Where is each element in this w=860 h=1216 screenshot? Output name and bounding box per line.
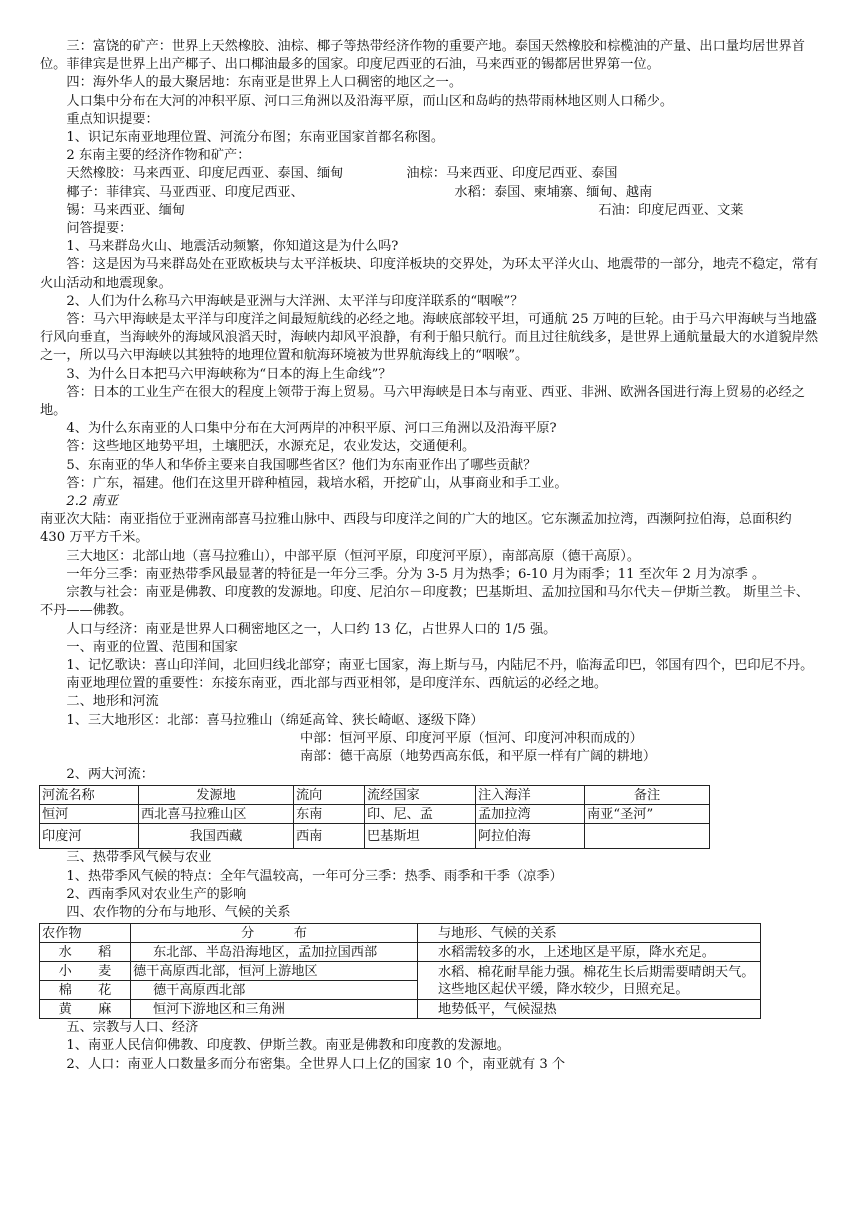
para-subcontinent: 南亚次大陆：南亚指位于亚洲南部喜马拉雅山脉中、西段与印度洋之间的广大的地区。它东濒孟加拉湾，西濒阿拉伯海，总面积约 430 万平方千米。	[40, 512, 792, 546]
table-cell: 印、尼、孟	[365, 805, 476, 824]
question-4: 4、为什么东南亚的人口集中分布在大河两岸的冲积平原、河口三角洲以及沿海平原?	[66, 421, 557, 437]
heading-terrain: 二、地形和河流	[66, 694, 159, 710]
crop-tin: 锡：马来西亚、缅甸	[66, 202, 186, 218]
para-three-regions: 三大地区：北部山地（喜马拉雅山），中部平原（恒河平原，印度河平原），南部高原（德干高原）。	[66, 548, 641, 564]
para-importance: 南亚地理位置的重要性：东接东南亚，西北部与西亚相邻，是印度洋东、西航运的必经之地。	[66, 676, 608, 692]
answer-5: 答：广东，福建。他们在这里开辟种植园，栽培水稻，开挖矿山，从事商业和手工业。	[66, 475, 568, 491]
table-row	[40, 1000, 761, 1019]
para-pop-economy: 人口与经济：南亚是世界人口稠密地区之一，人口约 13 亿，占世界人口的 1/5 强。	[66, 621, 557, 637]
para-population: 人口集中分布在大河的冲积平原、河口三角洲以及沿海平原，而山区和岛屿的热带雨林地区则人口稀少。	[66, 93, 674, 109]
table-header-row	[40, 924, 761, 943]
question-1: 1、马来群岛火山、地震活动频繁，你知道这是为什么吗?	[66, 239, 399, 255]
header-cell: 分 布	[131, 924, 418, 943]
climate-point-1: 1、热带季风气候的特点：全年气温较高，一年可分三季：热季、雨季和干季（凉季）	[66, 868, 563, 884]
heading-position: 一、南亚的位置、范围和国家	[66, 639, 238, 655]
table-cell: 黄 麻	[40, 1000, 131, 1019]
table-row	[40, 962, 761, 981]
table-cell: 恒河下游地区和三角洲	[131, 1000, 418, 1019]
table-cell: 棉 花	[40, 981, 131, 1000]
table-row	[40, 824, 710, 849]
table-cell: 阿拉伯海	[476, 824, 585, 849]
crop-coconut: 椰子：菲律宾、马亚西亚、印度尼西亚、	[66, 184, 304, 200]
crop-oilpalm: 油棕：马来西亚、印度尼西亚、泰国	[406, 166, 618, 182]
crop-rubber: 天然橡胶：马来西亚、印度尼西亚、泰国、缅甸	[66, 166, 344, 182]
table-cell: 小 麦	[40, 962, 131, 981]
heading-religion-pop: 五、宗教与人口、经济	[66, 1020, 199, 1036]
table-cell	[585, 824, 710, 849]
rivers-table	[39, 785, 710, 849]
header-cell: 注入海洋	[476, 786, 585, 805]
table-cell: 水稻、棉花耐旱能力强。棉花生长后期需要晴朗天气。这些地区起伏平缓，降水较少，日照充足。	[418, 962, 761, 1000]
table-cell: 我国西藏	[139, 824, 294, 849]
terrain-north: 1、三大地形区：北部：喜马拉雅山（绵延高耸、狭长崎岖、逐级下降）	[66, 712, 484, 728]
heading-qa: 问答提要：	[66, 221, 133, 237]
table-cell: 孟加拉湾	[476, 805, 585, 824]
header-cell: 河流名称	[40, 786, 139, 805]
table-cell: 德干高原西北部，恒河上游地区	[131, 962, 418, 981]
crops-row-3	[40, 202, 820, 220]
question-5: 5、东南亚的华人和华侨主要来自我国哪些省区？他们为东南亚作出了哪些贡献？	[66, 457, 537, 473]
crops-table	[39, 923, 761, 1019]
para-minerals: 三：富饶的矿产：世界上天然橡胶、油棕、椰子等热带经济作物的重要产地。泰国天然橡胶和棕榄油的产量、出口量均居世界首位。菲律宾是世界上出产椰子、出口椰油最多的国家。印度尼西亚的石油，马来西亚的锡都居世界第一位。	[40, 39, 805, 73]
crop-oil: 石油：印度尼西亚、文莱	[598, 202, 744, 218]
answer-2: 答：马六甲海峡是太平洋与印度洋之间最短航线的必经之地。海峡底部较平坦，可通航 25 万吨的巨轮。由于马六甲海峡与当地盛行风向垂直，当海峡外的海域风浪滔天时，海峡内却风平浪静，有利于船只航行。而且过往航线多，是世界上通航量最大的水道貌岸然之一，所以马六甲海峡以其独特的地理位置和航海环境被为世界航海线上的“咽喉”。	[40, 312, 819, 364]
table-cell: 印度河	[40, 824, 139, 849]
rivers-title: 2、两大河流：	[66, 767, 154, 783]
header-cell: 流经国家	[365, 786, 476, 805]
heading-crop-distribution: 四、农作物的分布与地形、气候的关系	[66, 904, 291, 920]
section-title: 2.2 南亚	[66, 494, 118, 510]
para-three-seasons: 一年分三季：南亚热带季风最显著的特征是一年分三季。分为 3-5 月为热季；6-10 月为雨季；11 至次年 2 月为凉季 。	[66, 566, 766, 582]
terrain-middle: 中部：恒河平原、印度河平原（恒河、印度河冲积而成的）	[300, 730, 643, 746]
header-cell: 发源地	[139, 786, 294, 805]
table-cell: 西北喜马拉雅山区	[139, 805, 294, 824]
table-row	[40, 943, 761, 962]
header-cell: 与地形、气候的关系	[418, 924, 761, 943]
table-cell: 德干高原西北部	[131, 981, 418, 1000]
question-3: 3、为什么日本把马六甲海峡称为“日本的海上生命线”？	[66, 366, 392, 382]
crop-rice: 水稻：泰国、柬埔寨、缅甸、越南	[454, 184, 653, 200]
heading-key-points: 重点知识提要：	[66, 111, 159, 127]
answer-4: 答：这些地区地势平坦，土壤肥沃，水源充足，农业发达，交通便利。	[66, 439, 476, 455]
table-cell: 东南	[294, 805, 365, 824]
header-cell: 备注	[585, 786, 710, 805]
table-cell: 地势低平，气候湿热	[418, 1000, 761, 1019]
climate-point-2: 2、西南季风对农业生产的影响	[66, 886, 247, 902]
para-religion: 宗教与社会：南亚是佛教、印度教的发源地。印度、尼泊尔－印度教；巴基斯坦、孟加拉国和马尔代夫－伊斯兰教。 斯里兰卡、不丹——佛教。	[40, 585, 810, 619]
table-cell: 东北部、半岛沿海地区，孟加拉国西部	[131, 943, 418, 962]
table-cell: 南亚“圣河”	[585, 805, 710, 824]
para-mnemonic: 1、记忆歌诀：喜山印洋间，北回归线北部穿；南亚七国家，海上斯与马，内陆尼不丹，临海孟印巴，邻国有四个，巴印尼不丹。	[66, 657, 814, 673]
crops-row-2	[40, 184, 820, 202]
table-cell: 西南	[294, 824, 365, 849]
para-chinese-overseas: 四：海外华人的最大聚居地：东南亚是世界上人口稠密的地区之一。	[66, 75, 463, 91]
table-row	[40, 805, 710, 824]
key-point-2: 2 东南主要的经济作物和矿产：	[66, 148, 251, 164]
header-cell: 流向	[294, 786, 365, 805]
heading-climate: 三、热带季风气候与农业	[66, 850, 212, 866]
key-point-1: 1、识记东南亚地理位置、河流分布图；东南亚国家首都名称图。	[66, 130, 445, 146]
answer-3: 答：日本的工业生产在很大的程度上领带于海上贸易。马六甲海峡是日本与南亚、西亚、非洲、欧洲各国进行海上贸易的必经之地。	[40, 384, 805, 419]
table-cell: 水稻需较多的水，上述地区是平原，降水充足。	[418, 943, 761, 962]
crops-row-1	[40, 165, 820, 183]
table-cell: 恒河	[40, 805, 139, 824]
table-cell: 水 稻	[40, 943, 131, 962]
document-page	[40, 38, 820, 1074]
question-2: 2、人们为什么称马六甲海峡是亚洲与大洋洲、太平洋与印度洋联系的“咽喉”？	[66, 293, 524, 309]
table-header-row	[40, 786, 710, 805]
table-cell: 巴基斯坦	[365, 824, 476, 849]
religion-point: 1、南亚人民信仰佛教、印度教、伊斯兰教。南亚是佛教和印度教的发源地。	[66, 1038, 510, 1054]
population-point: 2、人口：南亚人口数量多而分布密集。全世界人口上亿的国家 10 个，南亚就有 3 个	[66, 1056, 566, 1072]
terrain-south: 南部：德干高原（地势西高东低，和平原一样有广阔的耕地）	[300, 748, 657, 764]
answer-1: 答：这是因为马来群岛处在亚欧板块与太平洋板块、印度洋板块的交界处，为环太平洋火山、地震带的一部分，地壳不稳定，常有火山活动和地震现象。	[40, 257, 819, 291]
header-cell: 农作物	[40, 924, 131, 943]
